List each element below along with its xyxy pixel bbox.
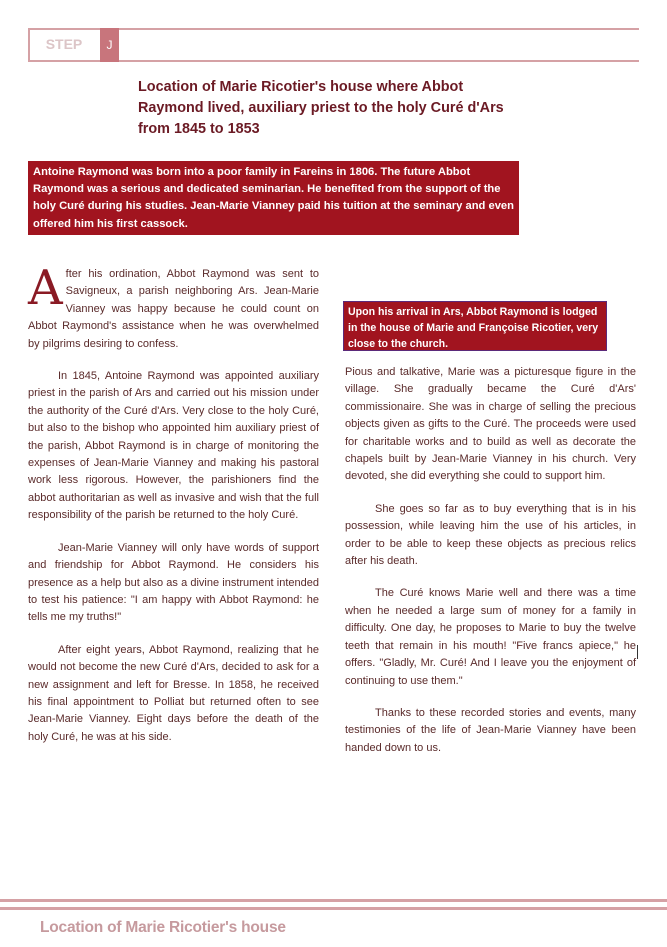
left-column xyxy=(28,260,319,761)
intro-box: Antoine Raymond was born into a poor family in Fareins in 1806. The future Abbot Raymond was a serious and dedicated seminarian. He benefited from the support of the holy Curé during his studies. Jean-Marie Vianney paid his tuition at the seminary and even offered him his first cassock. xyxy=(28,161,519,235)
header-rule-bottom xyxy=(28,60,639,62)
header-rule-top xyxy=(28,28,639,30)
callout-box: Upon his arrival in Ars, Abbot Raymond is lodged in the house of Marie and Françoise Ricotier, very close to the church. xyxy=(343,301,607,351)
step-label: STEP xyxy=(45,36,83,52)
drop-cap: A xyxy=(28,260,63,316)
footer-title: Location of Marie Ricotier's house xyxy=(40,919,286,936)
left-paragraph-1: After his ordination, Abbot Raymond was sent to Savigneux, a parish neighboring Ars. Jean-Marie Vianney was happy because he could count on Abbot Raymond's assistance when he was overwhelmed by pilgrims desiring to confess. xyxy=(28,260,319,350)
left-paragraph-2: In 1845, Antoine Raymond was appointed auxiliary priest in the parish of Ars and carried out his mission under the authority of the Curé d'Ars. Very close to the holy Curé, but also to the bishop who appointed him auxiliary priest of the parish, Abbot Raymond is in charge of monitoring the expenses of Jean-Marie Vianney and making his pastoral work less rigorous. However, the parishioners find the abbot authoritarian as well as invasive and wish that the full responsibility of the parish be returned to the holy Curé. xyxy=(28,370,319,522)
left-paragraph-3: Jean-Marie Vianney will only have words of support and friendship for Abbot Raymond. He considers his presence as a help but also as a divine instrument intended to test his patience: "I am happy with Abbot Raymond: he tells me my truths!" xyxy=(28,541,319,624)
right-column xyxy=(345,364,636,772)
page-title: Location of Marie Ricotier's house where Abbot Raymond lived, auxiliary priest to the holy Curé d'Ars from 1845 to 1853 xyxy=(138,79,504,137)
text-cursor xyxy=(637,645,638,659)
right-paragraph-2: She goes so far as to buy everything that is in his possession, while leaving him the use of his articles, in order to be able to keep these objects as precious relics after his death. xyxy=(345,502,636,568)
right-paragraph-4: Thanks to these recorded stories and events, many testimonies of the life of Jean-Marie Vianney have been handed down to us. xyxy=(345,706,636,754)
footer-rule-bottom xyxy=(0,907,667,910)
step-letter: J xyxy=(100,28,119,62)
footer-rule-top xyxy=(0,899,667,902)
left-paragraph-4: After eight years, Abbot Raymond, realizing that he would not become the new Curé d'Ars, decided to ask for a new assignment and left for Bresse. In 1858, he received his final appointment to Polliat but returned often to see Jean-Marie Vianney. Eight days before the death of the holy Curé, he was at his side. xyxy=(28,643,319,743)
right-paragraph-3: The Curé knows Marie well and there was a time when he needed a large sum of money for a family in difficulty. One day, he proposes to Marie to buy the twelve teeth that remain in his mouth! "Five francs apiece," he offers. "Gladly, Mr. Curé! And I leave you the enjoyment of continuing to use them." xyxy=(345,587,636,687)
right-paragraph-1: Pious and talkative, Marie was a picturesque figure in the village. She gradually became the Curé d'Ars' commissionaire. She was in charge of selling the precious objects given as gifts to the Curé. The proceeds were used for charitable works and to build as well as decorate the chapels built by Jean-Marie Vianney in his church. Very devoted, she did everything she could to support him. xyxy=(345,366,636,483)
